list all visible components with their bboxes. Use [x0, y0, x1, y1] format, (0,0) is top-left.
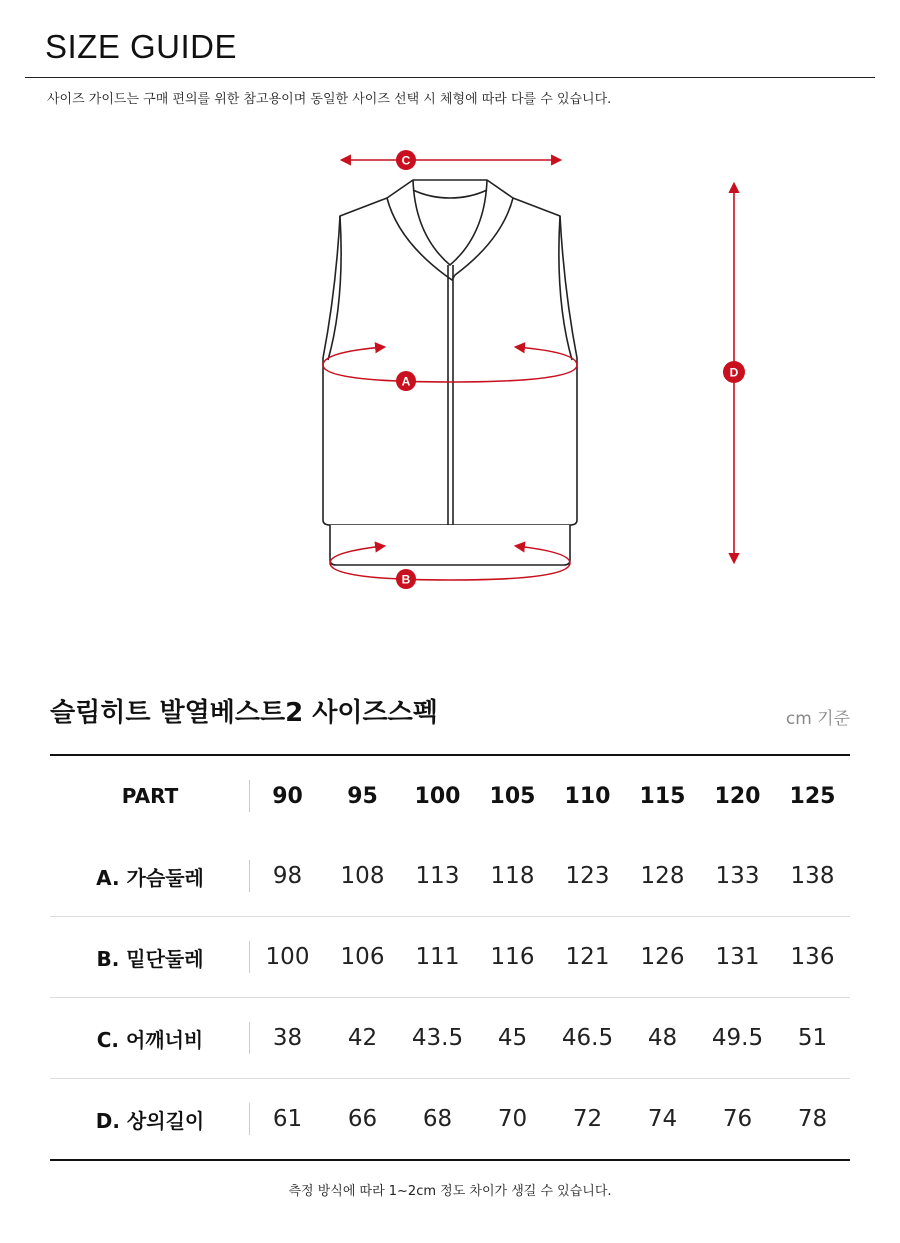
table-cell: 123	[565, 863, 610, 889]
size-guide-notice: 사이즈 가이드는 구매 편의를 위한 참고용이며 동일한 사이즈 선택 시 체형에 따라 다를 수 있습니다.	[47, 92, 612, 107]
table-cell: 43.5	[400, 998, 475, 1079]
table-cell: 138	[790, 863, 835, 889]
table-cell: 98	[272, 863, 303, 889]
table-cell: 111	[400, 917, 475, 998]
page-title: SIZE GUIDE	[45, 28, 238, 65]
table-cell: 76	[700, 1079, 775, 1161]
part-label: A. 가슴둘레	[50, 836, 250, 917]
title-divider	[25, 77, 875, 78]
table-cell: 121	[550, 917, 625, 998]
label-badge-c	[396, 150, 416, 170]
table-cell: 128	[640, 863, 685, 889]
table-cell: 108	[340, 863, 385, 889]
table-cell: 116	[475, 917, 550, 998]
vest-measurement-diagram	[0, 130, 900, 600]
table-row	[50, 998, 850, 1079]
part-label: D. 상의길이	[50, 1079, 250, 1161]
table-cell: 70	[475, 1079, 550, 1161]
header-cell: 90	[272, 783, 303, 809]
table-cell: 51	[775, 998, 850, 1079]
header-cell: 115	[639, 783, 686, 809]
table-cell: 100	[250, 917, 325, 998]
table-cell: 48	[625, 998, 700, 1079]
table-cell: 136	[775, 917, 850, 998]
part-label: C. 어깨너비	[50, 998, 250, 1079]
table-cell: 74	[625, 1079, 700, 1161]
spec-title: 슬림히트 발열베스트2 사이즈스펙	[50, 698, 438, 728]
table-cell: 118	[490, 863, 535, 889]
header-cell: 120	[714, 783, 761, 809]
table-cell: 126	[625, 917, 700, 998]
label-badge-b	[396, 569, 416, 589]
table-cell: 78	[775, 1079, 850, 1161]
header-cell: 95	[347, 783, 378, 809]
table-cell: 42	[325, 998, 400, 1079]
label-c: C	[401, 153, 411, 168]
table-cell: 46.5	[550, 998, 625, 1079]
size-spec-table	[50, 754, 850, 1161]
unit-label: cm 기준	[785, 709, 850, 729]
label-badge-a	[396, 371, 416, 391]
table-cell: 72	[550, 1079, 625, 1161]
header-cell: 100	[414, 783, 461, 809]
label-b: B	[401, 572, 411, 587]
table-cell: 45	[475, 998, 550, 1079]
table-row	[50, 1079, 850, 1161]
label-a: A	[401, 374, 411, 389]
measurement-footnote: 측정 방식에 따라 1~2cm 정도 차이가 생길 수 있습니다.	[288, 1184, 612, 1199]
table-cell: 66	[325, 1079, 400, 1161]
header-cell: 125	[789, 783, 836, 809]
table-cell: 38	[250, 998, 325, 1079]
table-cell: 106	[325, 917, 400, 998]
table-cell: 113	[415, 863, 460, 889]
header-cell: 110	[564, 783, 611, 809]
table-row	[50, 836, 850, 917]
table-cell: 131	[700, 917, 775, 998]
table-cell: 61	[250, 1079, 325, 1161]
header-cell: 105	[489, 783, 536, 809]
table-cell: 49.5	[700, 998, 775, 1079]
table-cell: 68	[400, 1079, 475, 1161]
header-cell: PART	[50, 755, 250, 836]
vest-outline	[323, 180, 577, 565]
table-header-row	[50, 755, 850, 836]
label-d: D	[729, 365, 739, 380]
part-label: B. 밑단둘레	[50, 917, 250, 998]
table-cell: 133	[715, 863, 760, 889]
table-row	[50, 917, 850, 998]
label-badge-d	[723, 361, 745, 383]
